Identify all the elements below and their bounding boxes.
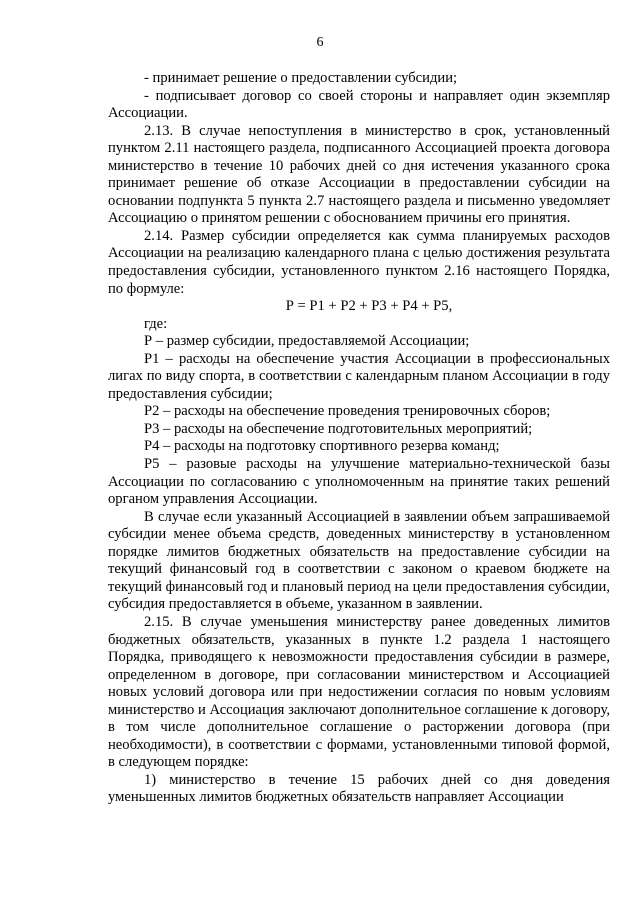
paragraph-where: где: [144,315,168,332]
definition-p2: Р2 – расходы на обеспечение проведения тренировочных сборов; [144,403,551,420]
document-body [108,70,610,807]
definition-p1: Р1 – расходы на обеспечение участия Ассоциации в профессиональных лигах по виду спорта, в соответствии с календарным планом Ассоциации в году предоставления субсидии; [108,350,610,402]
definition-p: Р – размер субсидии, предоставляемой Ассоциации; [144,333,470,350]
definition-p5: Р5 – разовые расходы на улучшение материально-технической базы Ассоциации по согласованию с уполномоченным на принятие таких решений органом управления Ассоциации. [108,456,610,508]
definition-p4: Р4 – расходы на подготовку спортивного резерва команд; [144,438,500,455]
subsidy-formula: Р = Р1 + Р2 + Р3 + Р4 + Р5, [285,298,453,315]
paragraph-decision: - принимает решение о предоставлении субсидии; [144,70,458,86]
paragraph-2-13: 2.13. В случае непоступления в министерство в срок, установленный пунктом 2.11 настоящего раздела, подписанного Ассоциацией проекта договора министерство в течение 10 рабочих дней со дня истечения указанного срока принимает решение об отказе Ассоциации в предоставлении субсидии на основании подпункта 5 пункта 2.7 настоящего раздела и письменно уведомляет Ассоциацию о принятом решении с обоснованием причины его принятия. [108,122,610,227]
paragraph-2-14: 2.14. Размер субсидии определяется как сумма планируемых расходов Ассоциации на реализацию календарного плана с целью достижения результата предоставления субсидии, установленного пунктом 2.16 настоящего Порядка, по формуле: [108,227,610,297]
definition-p3: Р3 – расходы на обеспечение подготовительных мероприятий; [144,420,533,437]
paragraph-subsidy-volume: В случае если указанный Ассоциацией в заявлении объем запрашиваемой субсидии менее объема средств, доведенных министерству в установленном порядке лимитов бюджетных обязательств на предоставление субсидии на текущий финансовый год в соответствии с законом о краевом бюджете на текущий финансовый год и плановый период на цели предоставления субсидии, субсидия предоставляется в объеме, указанном в заявлении. [108,508,610,613]
paragraph-2-15-item-1: 1) министерство в течение 15 рабочих дней со дня доведения уменьшенных лимитов бюджетных обязательств направляет Ассоциации [108,771,610,806]
paragraph-2-15: 2.15. В случае уменьшения министерству ранее доведенных лимитов бюджетных обязательств, указанных в пункте 1.2 раздела 1 настоящего Порядка, приводящего к невозможности предоставления субсидии в размере, определенном в договоре, при согласовании министерством и Ассоциацией новых условий договора или при недостижении согласия по новым условиям министерство и Ассоциация заключают дополнительное соглашение к договору, в том числе дополнительное соглашение о расторжении договора (при необходимости), в соответствии с формами, установленными типовой формой, в следующем порядке: [108,613,610,771]
page-number: 6 [316,35,324,50]
paragraph-sign-agreement: - подписывает договор со своей стороны и направляет один экземпляр Ассоциации. [108,87,610,122]
